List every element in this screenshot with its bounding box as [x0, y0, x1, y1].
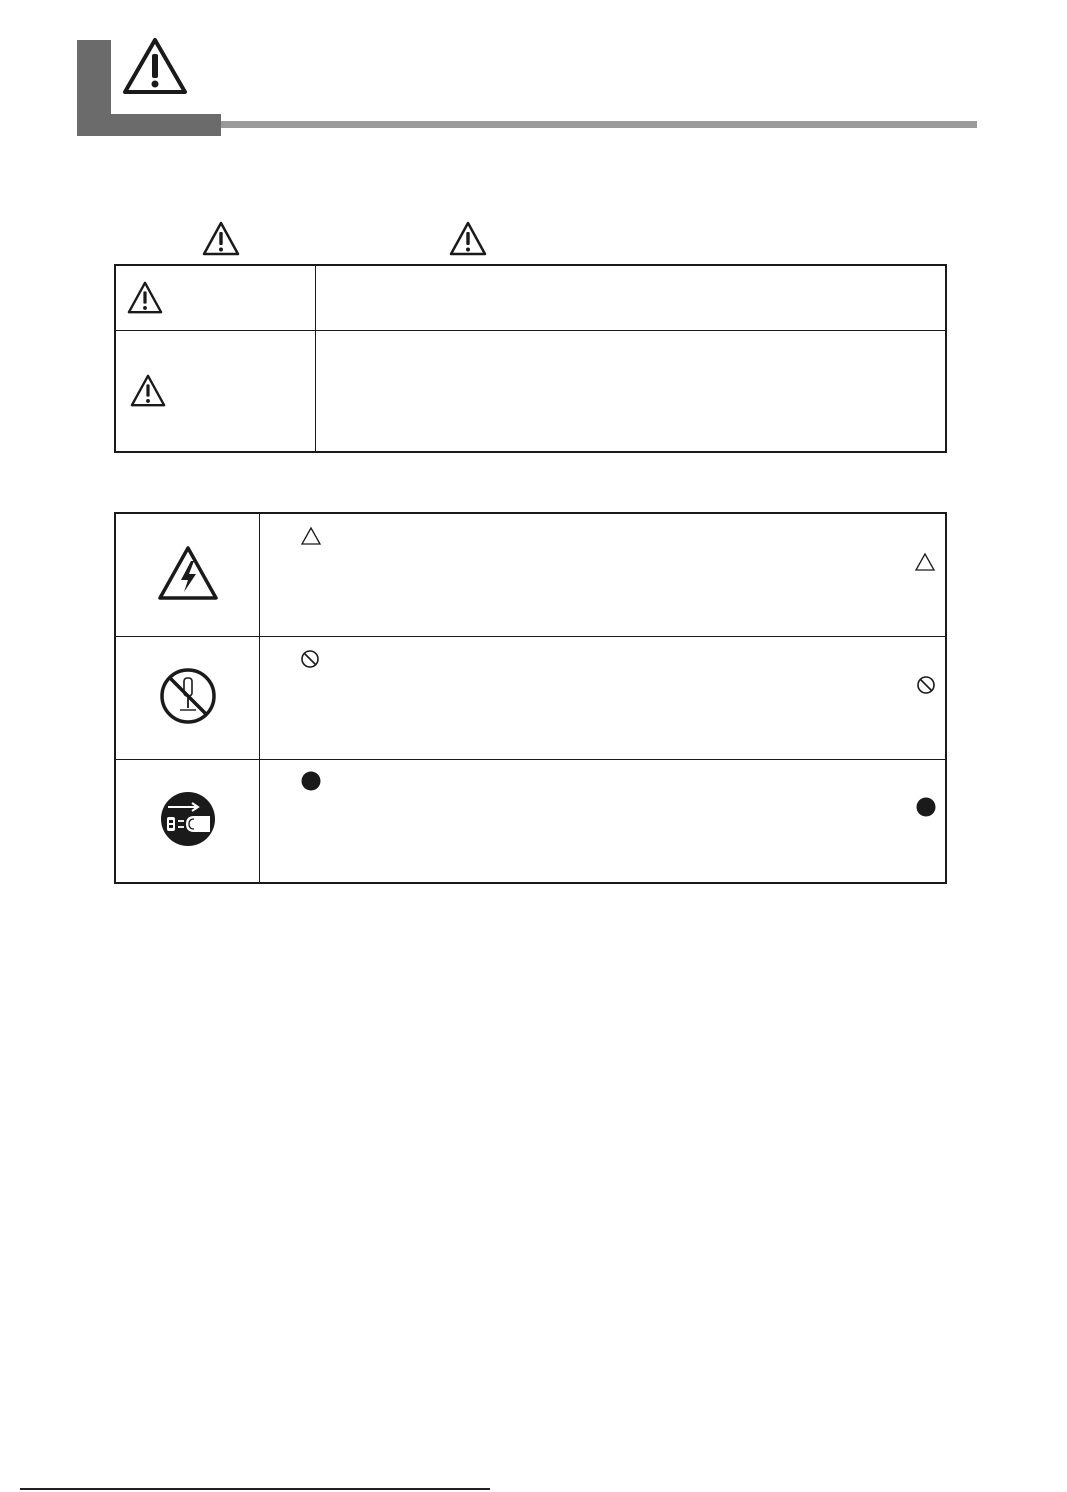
warning-triangle-icon: [126, 280, 164, 316]
symbol-description-cell: [260, 513, 947, 637]
table-row: [115, 331, 946, 453]
prohibition-circle-icon: [300, 649, 320, 669]
section-header-base: [77, 114, 221, 136]
warning-triangle-icon: [201, 220, 241, 258]
table-row: [115, 760, 946, 884]
symbol-icon-cell: [115, 637, 260, 760]
prohibition-circle-icon: [916, 675, 936, 695]
signal-word-table: [114, 264, 947, 453]
symbol-description-cell: [260, 637, 947, 760]
filled-circle-icon: [300, 770, 322, 792]
symbol-table: [114, 512, 947, 884]
table-row: [115, 265, 946, 331]
triangle-outline-icon: [914, 552, 936, 572]
warning-triangle-icon: [448, 220, 488, 258]
no-disassembly-icon: [158, 666, 218, 726]
header-rule: [221, 121, 977, 128]
table-row: [115, 513, 946, 637]
signal-description-cell: [316, 331, 947, 453]
page-bottom-rule: [20, 1488, 490, 1490]
triangle-outline-icon: [300, 526, 322, 546]
filled-circle-icon: [915, 796, 937, 818]
symbol-icon-cell: [115, 513, 260, 637]
signal-description-cell: [316, 265, 947, 331]
signal-icon-cell: [115, 265, 316, 331]
electric-shock-icon: [156, 544, 220, 602]
table-row: [115, 637, 946, 760]
unplug-icon: [158, 789, 218, 849]
symbol-description-cell: [260, 760, 947, 884]
signal-icon-cell: [115, 331, 316, 453]
warning-triangle-icon: [129, 373, 167, 409]
warning-triangle-icon: [122, 36, 188, 96]
symbol-icon-cell: [115, 760, 260, 884]
